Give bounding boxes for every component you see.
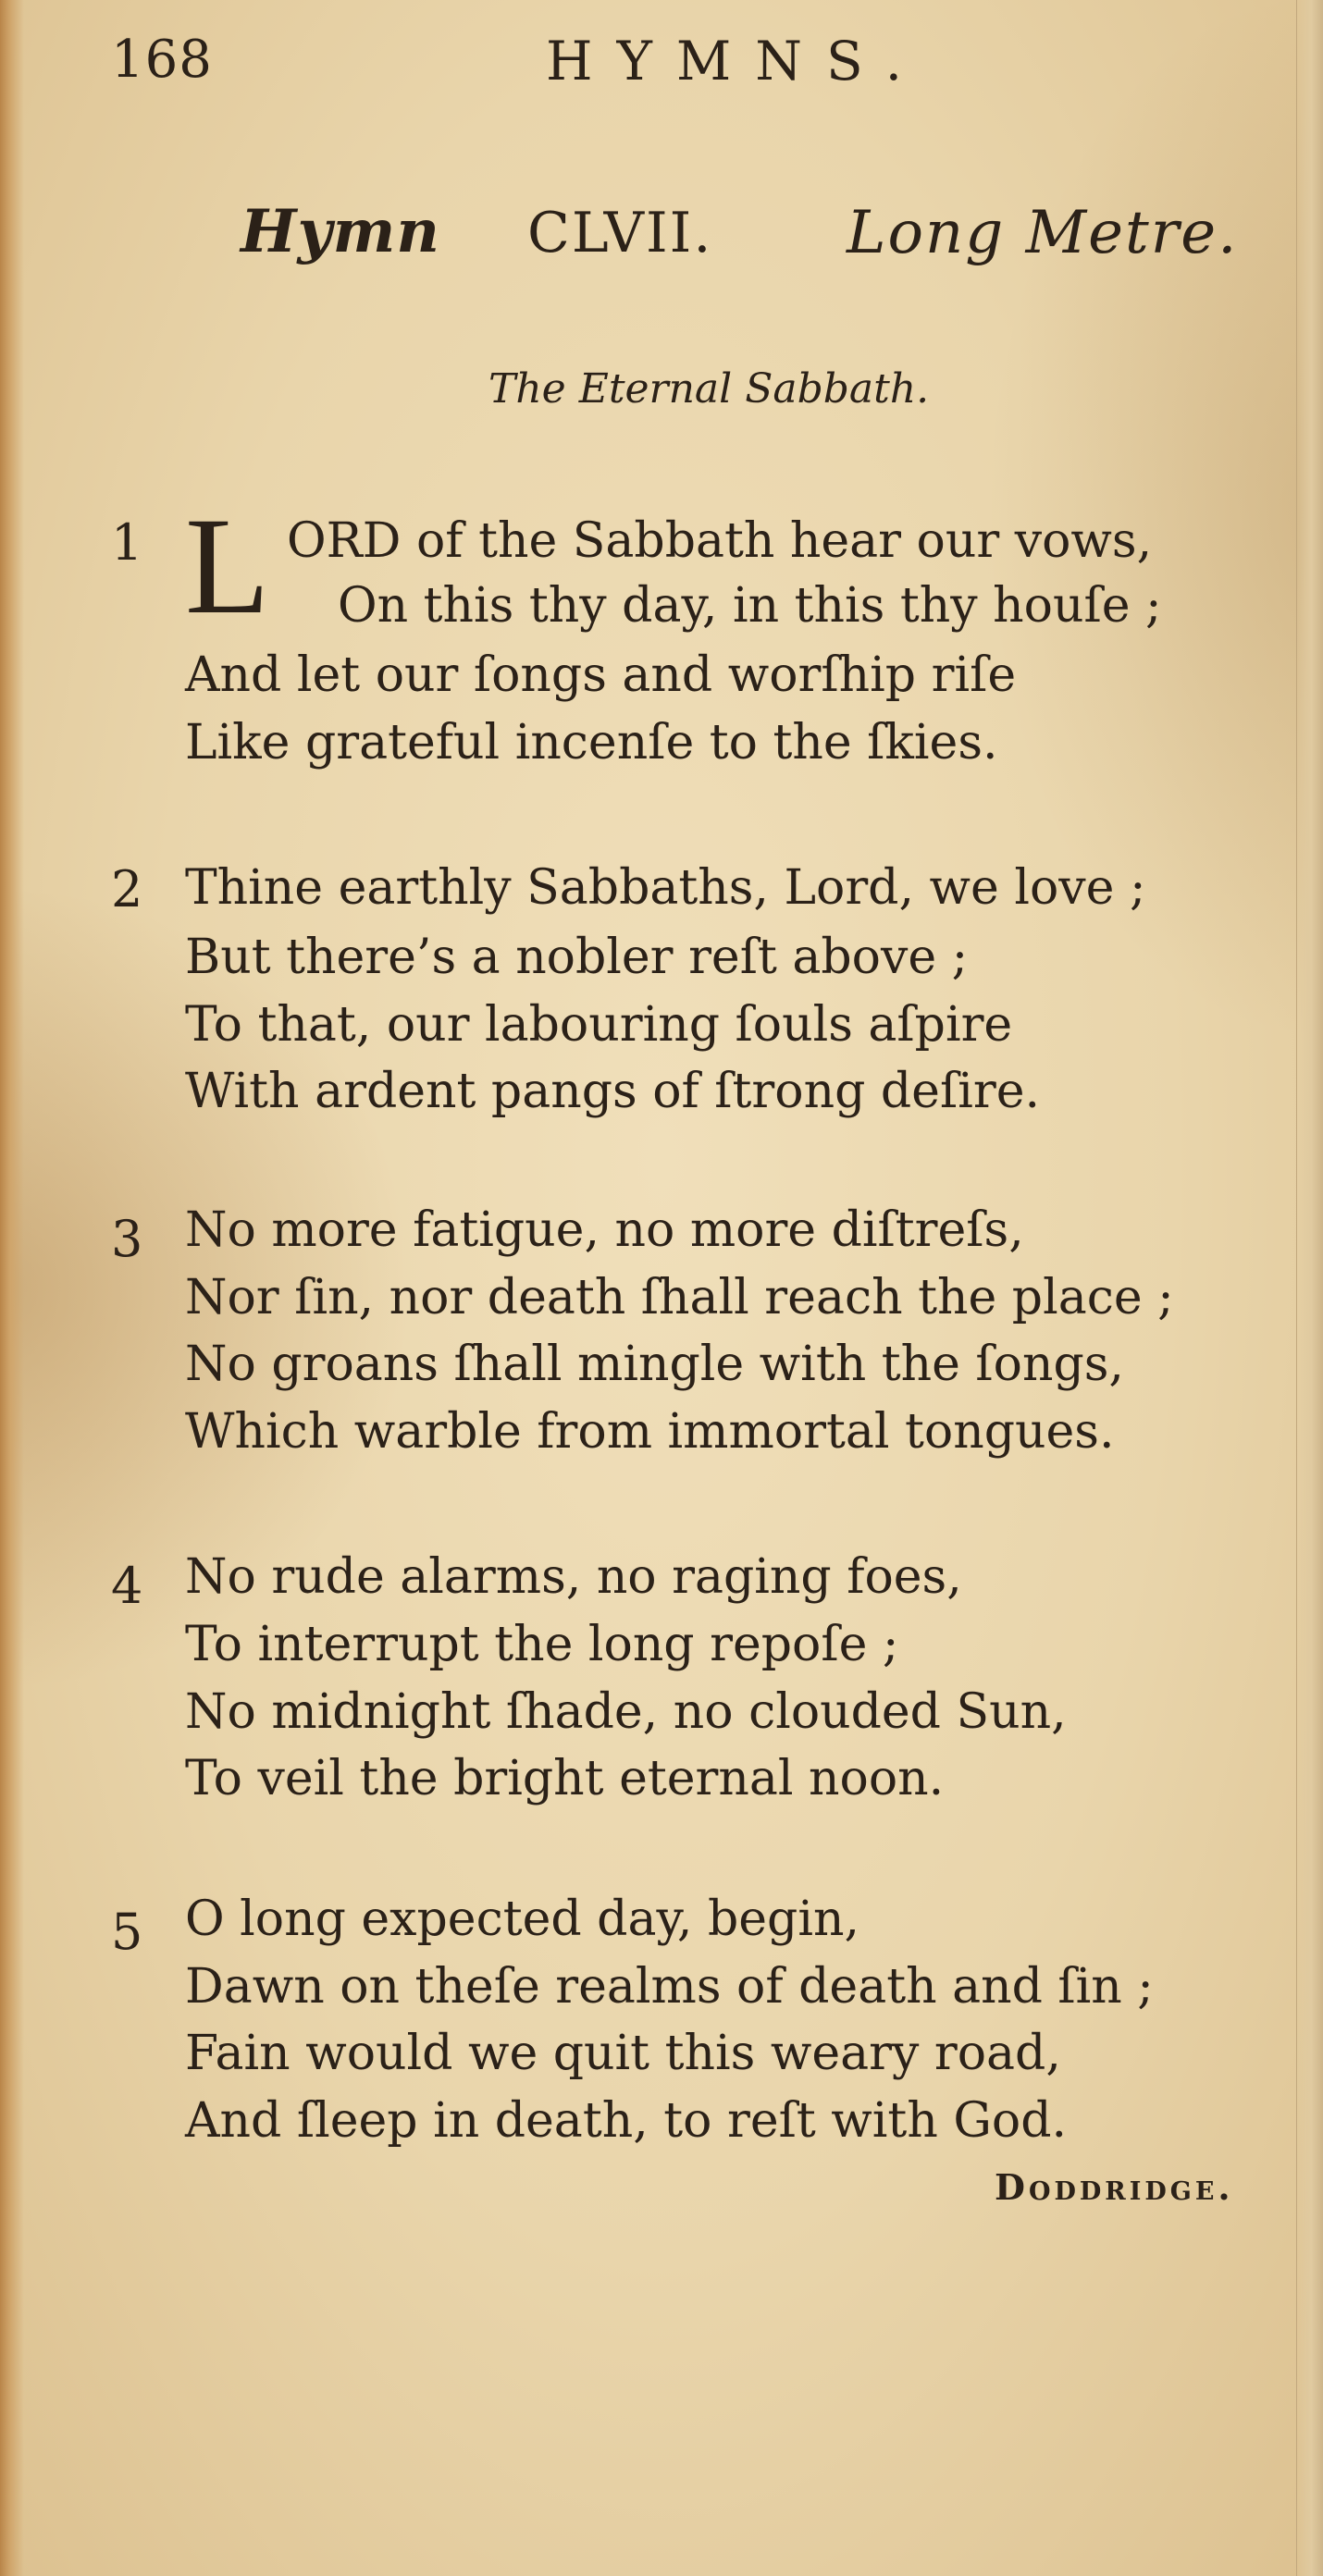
stanza-number: 5 [111, 1903, 143, 1961]
verse-line: With ardent pangs of ſtrong deſire. [185, 1064, 1040, 1119]
running-head [0, 20, 1323, 104]
hymn-word: Hymn [241, 197, 440, 266]
stanza-number: 4 [111, 1557, 143, 1615]
verse-line: No groans ſhall mingle with the ſongs, [185, 1337, 1124, 1392]
page-number: 168 [111, 30, 213, 90]
verse-line: Thine earthly Sabbaths, Lord, we love ; [185, 860, 1146, 916]
hymn-heading [241, 190, 1267, 291]
verse-line: Nor ſin, nor death ſhall reach the place ; [185, 1270, 1174, 1325]
verse-line: On this thy day, in this thy houſe ; [338, 578, 1162, 634]
verse-line: Fain would we quit this weary road, [185, 2026, 1061, 2081]
verse-line: O long expected day, begin, [185, 1892, 859, 1947]
stanza-5 [0, 1892, 1323, 2169]
hymn-subtitle: The Eternal Sabbath. [488, 365, 930, 413]
author-attribution: Doddridge. [995, 2166, 1234, 2208]
hymn-number: CLVII. [527, 201, 713, 265]
verse-line: Which warble from immortal tongues. [185, 1404, 1115, 1460]
running-title: HYMNS. [546, 30, 927, 92]
stanza-number: 2 [111, 860, 143, 918]
stanza-3 [0, 1202, 1323, 1480]
stanza-1 [0, 489, 1323, 782]
verse-line: To veil the bright eternal noon. [185, 1751, 945, 1806]
verse-line: Dawn on theſe realms of death and ſin ; [185, 1959, 1154, 2015]
verse-line: And ſleep in death, to reſt with God. [185, 2093, 1068, 2149]
verse-line: But there’s a nobler reſt above ; [185, 930, 969, 985]
verse-line: To that, our labouring ſouls aſpire [185, 997, 1013, 1053]
verse-line: No rude alarms, no raging foes, [185, 1549, 962, 1605]
verse-line: ORD of the Sabbath hear our vows, [287, 513, 1153, 569]
verse-line: To interrupt the long repoſe ; [185, 1617, 899, 1672]
drop-cap: L [185, 489, 270, 643]
verse-line: No midnight ſhade, no clouded Sun, [185, 1684, 1067, 1740]
verse-line: Like grateful incenſe to the ſkies. [185, 715, 998, 770]
verse-line: No more fatigue, no more diſtreſs, [185, 1202, 1024, 1258]
stanza-2 [0, 860, 1323, 1138]
hymn-metre: Long Metre. [847, 199, 1239, 267]
stanza-4 [0, 1549, 1323, 1827]
stanza-number: 3 [111, 1210, 143, 1268]
stanza-number: 1 [111, 513, 143, 572]
verse-line: And let our ſongs and worſhip riſe [185, 647, 1017, 703]
